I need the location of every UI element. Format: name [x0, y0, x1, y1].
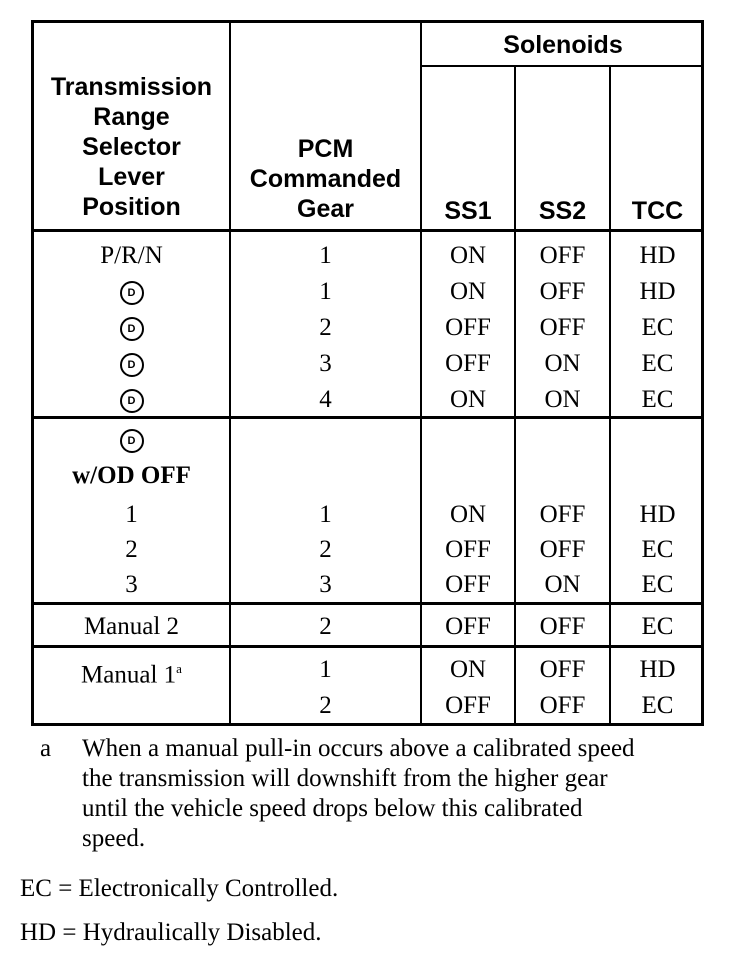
- ss1-cell: ON: [449, 386, 487, 413]
- tcc-cell: HD: [639, 501, 676, 528]
- ss1-cell: ON: [449, 501, 487, 528]
- gear-cell: 1: [319, 278, 332, 305]
- gear-cell: 2: [319, 314, 332, 341]
- gear-cell: 3: [319, 571, 332, 598]
- solenoids-underline: [420, 65, 704, 67]
- footnote-a-marker: a: [40, 735, 52, 762]
- header-line: Transmission: [50, 73, 213, 101]
- tcc-cell: EC: [641, 350, 674, 377]
- ss1-cell: OFF: [445, 350, 491, 377]
- ss2-cell: OFF: [539, 536, 586, 563]
- drive-circle-icon: D: [120, 389, 144, 413]
- footnote-line: the transmission will downshift from the higher gear: [82, 765, 608, 792]
- ss2-cell: OFF: [539, 613, 586, 640]
- gear-cell: 2: [319, 536, 332, 563]
- position-cell: 2: [125, 536, 138, 563]
- ss2-cell: OFF: [539, 278, 586, 305]
- gear-cell: 1: [319, 656, 332, 683]
- ss2-cell: ON: [544, 350, 581, 377]
- tcc-cell: HD: [639, 656, 676, 683]
- header-ss1: SS1: [444, 197, 492, 225]
- od-off-label: w/OD OFF: [72, 462, 191, 489]
- position-cell: 3: [125, 571, 138, 598]
- footnote-marker: a: [176, 661, 182, 676]
- drive-circle-icon: D: [120, 317, 144, 341]
- ss1-cell: ON: [449, 278, 487, 305]
- position-cell: 1: [125, 501, 138, 528]
- gear-cell: 2: [319, 613, 332, 640]
- gear-cell: 1: [319, 501, 332, 528]
- tcc-cell: EC: [641, 692, 674, 719]
- header-line: Gear: [297, 195, 354, 223]
- position-cell: [34, 274, 229, 310]
- manual-1-label: Manual 1: [81, 661, 177, 689]
- position-cell: Manual 2: [83, 613, 180, 640]
- ss2-cell: ON: [544, 386, 581, 413]
- header-pcm-gear: [231, 134, 420, 224]
- gear-cell: 4: [319, 386, 332, 413]
- header-line: Selector: [82, 133, 181, 161]
- ss1-cell: ON: [449, 656, 487, 683]
- tcc-cell: HD: [639, 278, 676, 305]
- footnote-line: until the vehicle speed drops below this calibrated: [82, 795, 583, 822]
- ss2-cell: OFF: [539, 692, 586, 719]
- footnote-line: When a manual pull-in occurs above a calibrated speed: [82, 735, 635, 762]
- ss2-cell: OFF: [539, 656, 586, 683]
- header-line: Lever: [98, 163, 165, 191]
- header-ss2: SS2: [538, 197, 587, 225]
- drive-circle-icon: D: [120, 429, 144, 453]
- ss2-cell: ON: [544, 571, 581, 598]
- header-selector-position: [34, 72, 229, 222]
- ss1-cell: OFF: [445, 571, 491, 598]
- drive-circle-icon: D: [120, 281, 144, 305]
- ss1-cell: OFF: [445, 692, 491, 719]
- ss2-cell: OFF: [539, 314, 586, 341]
- ss2-cell: OFF: [539, 242, 586, 269]
- ss1-cell: OFF: [445, 536, 491, 563]
- ss1-cell: OFF: [445, 314, 491, 341]
- header-line: Commanded: [249, 165, 402, 193]
- position-cell: [34, 310, 229, 346]
- gear-cell: 3: [319, 350, 332, 377]
- tcc-cell: HD: [639, 242, 676, 269]
- ss2-cell: OFF: [539, 501, 586, 528]
- drive-circle-icon: D: [120, 353, 144, 377]
- gear-cell: 1: [319, 242, 332, 269]
- header-line: PCM: [297, 135, 354, 163]
- position-cell: P/R/N: [100, 242, 163, 269]
- od-off-symbol-cell: [34, 422, 229, 458]
- header-solenoids: Solenoids: [503, 31, 623, 59]
- footnote-line: speed.: [82, 825, 146, 852]
- manual-1-position-cell: [34, 651, 229, 687]
- footnote-a-text: [82, 734, 722, 854]
- tcc-cell: EC: [641, 314, 674, 341]
- header-line: Position: [82, 193, 181, 221]
- header-tcc: TCC: [631, 197, 684, 225]
- position-cell: [34, 382, 229, 418]
- legend-hd: HD = Hydraulically Disabled.: [20, 919, 322, 946]
- legend-ec: EC = Electronically Controlled.: [20, 875, 339, 902]
- header-divider: [31, 229, 704, 232]
- tcc-cell: EC: [641, 386, 674, 413]
- ss1-cell: OFF: [445, 613, 491, 640]
- section-divider-3: [31, 645, 704, 648]
- tcc-cell: EC: [641, 613, 674, 640]
- gear-cell: 2: [319, 692, 332, 719]
- tcc-cell: EC: [641, 536, 674, 563]
- ss1-cell: ON: [449, 242, 487, 269]
- position-cell: [34, 346, 229, 382]
- header-line: Range: [93, 103, 170, 131]
- tcc-cell: EC: [641, 571, 674, 598]
